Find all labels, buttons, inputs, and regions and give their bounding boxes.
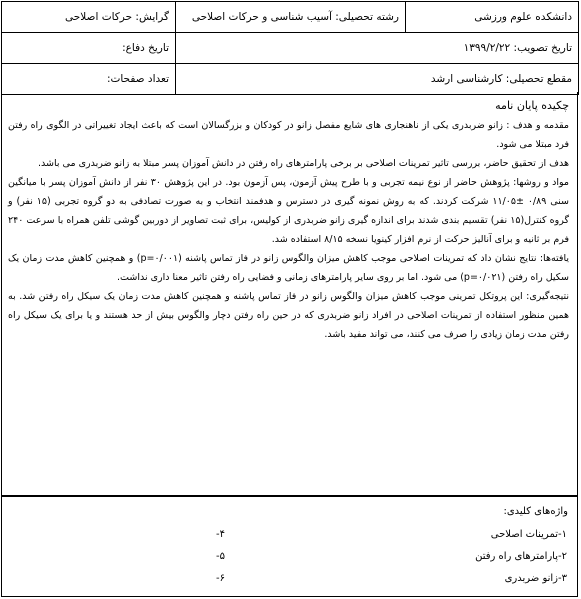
- page-count-cell: تعداد صفحات:: [2, 64, 176, 95]
- keywords-title: واژه‌های کلیدی:: [503, 506, 568, 517]
- faculty-cell: دانشکده علوم ورزشی: [406, 2, 579, 33]
- abstract-section: [1, 92, 578, 496]
- keyword-placeholder-number: -۴: [216, 529, 225, 540]
- keyword-placeholder-number: -۶: [216, 573, 225, 584]
- abstract-conclusion: نتیجه‌گیری: این پروتکل تمرینی موجب کاهش میزان والگوس زانو در فاز تماس پاشنه و همچنین کاهش مدت زمان یک سیکل راه رفتن شد. به همین منظور استفاده از تمرینات اصلاحی در افراد زانو ضربدری که در حین راه رفتن دچار والگوس بیش از حد هستند و یا برای یک سیکل راه رفتن مدت زمان زیادی را صرف می کنند، می تواند مفید باشد.: [8, 291, 569, 340]
- keyword-placeholder-number: -۵: [216, 551, 225, 562]
- orientation-cell: گرایش: حرکات اصلاحی: [2, 2, 176, 33]
- abstract-title: چکیده پایان نامه: [495, 99, 569, 112]
- degree-cell: مقطع تحصیلی: کارشناسی ارشد: [176, 64, 579, 95]
- major-cell: رشته تحصیلی: آسیب شناسی و حرکات اصلاحی: [176, 2, 406, 33]
- header-table: [1, 1, 579, 95]
- abstract-methods: مواد و روشها: پژوهش حاضر از نوع نیمه تجربی و با طرح پیش آزمون، پس آزمون بود. در این پژوهش ۳۰ نفر از دانش آموزان پسر با میانگین سنی ۰/۸۹ ±۱۱/۰۵ شرکت کردند. که به روش نمونه گیری در دسترس و هدفمند انتخاب و به صورت تصادفی به دو گروه تجربی (۱۵ نفر) و گروه کنترل(۱۵ نفر) تقسیم بندی شدند برای اندازه گیری زانو ضربدری از کولیس، برای ثبت تصاویر از دوربین گوشی تلفن همراه با سرعت ۲۴۰ فرم بر ثانیه و برای آنالیز حرکت از نرم افزار کینویا نسخه ۸/۱۵ استفاده شد.: [8, 177, 570, 245]
- keyword-item: ۳-زانو ضربدری: [504, 573, 567, 584]
- keywords-section: [1, 496, 578, 597]
- approval-date-cell: تاریخ تصویب: ۱۳۹۹/۲/۲۲: [176, 33, 579, 64]
- abstract-intro: مقدمه و هدف : زانو ضربدری یکی از ناهنجاری های شایع مفصل زانو در کودکان و بزرگسالان است که باعث ایجاد تغییراتی در الگوی راه رفتن فرد مبتلا می شود.: [8, 120, 569, 150]
- defense-date-cell: تاریخ دفاع:: [2, 33, 176, 64]
- keyword-item: ۲-پارامترهای راه رفتن: [475, 551, 567, 562]
- abstract-aim: هدف از تحقیق حاضر، بررسی تاثیر تمرینات اصلاحی بر برخی پارامترهای راه رفتن در دانش آموزان پسر مبتلا به زانو ضربدری می باشد.: [38, 158, 569, 169]
- abstract-results: یافته‌ها: نتایج نشان داد که تمرینات اصلاحی موجب کاهش میزان والگوس زانو در فاز تماس پاشنه (p=۰/۰۰۱) و همچنین کاهش مدت زمان یک سکیل راه رفتن (p=۰/۰۲۱) می شود. اما بر روی سایر پارامترهای زمانی و فضایی راه رفتن تاثیر معنا داری نداشت.: [8, 253, 570, 283]
- keyword-item: ۱-تمرینات اصلاحی: [490, 529, 567, 540]
